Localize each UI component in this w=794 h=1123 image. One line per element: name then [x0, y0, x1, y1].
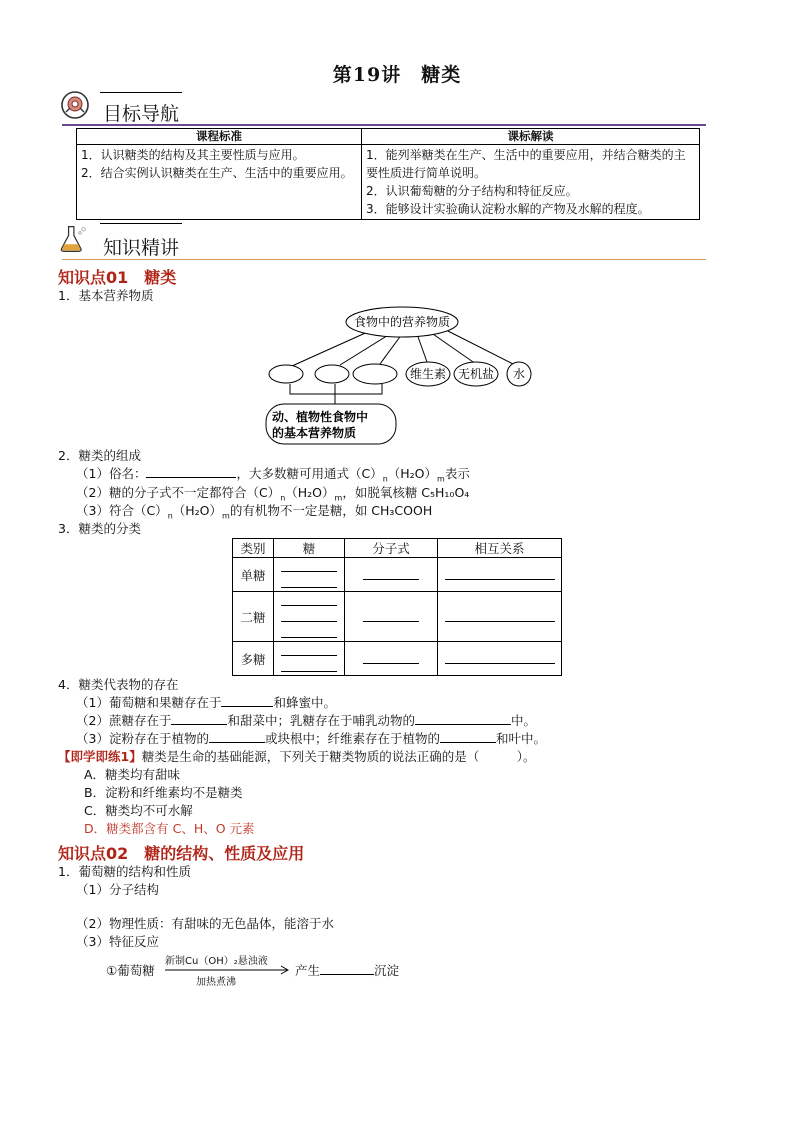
brain-gear-icon [60, 90, 90, 120]
table-header: 分子式 [345, 539, 438, 558]
heading: 1．基本营养物质 [58, 288, 154, 303]
goals-col1-header: 课程标准 [77, 129, 362, 145]
text-line: （2）蔗糖存在于 和甜菜中；乳糖存在于哺乳动物的 中。 [76, 713, 536, 728]
goals-col2-header: 课标解读 [362, 129, 700, 145]
diagram-bottom-line1: 动、植物性食物中 [272, 410, 369, 424]
text-line: （1）俗名： ，大多数糖可用通式$(C)_n(H_2O)_m$表示 [76, 466, 470, 484]
text-line: （3）淀粉存在于植物的 或块根中；纤维素存在于植物的 和叶中。 [76, 731, 546, 746]
blank-node [315, 365, 349, 383]
text-line: （2）物理性质：有甜味的无色晶体，能溶于水 [76, 916, 334, 931]
goals-col2-cell [362, 145, 700, 220]
text-line: （1）分子结构 [76, 882, 159, 897]
section-divider [62, 124, 706, 126]
text-line: （2）糖的分子式不一定都符合$(C)_n(H_2O)_m$，如脱氧核糖 C₅H₁₀O₄ [76, 485, 470, 503]
goal-item: 2．结合实例认识糖类在生产、生活中的重要应用。 [81, 166, 353, 180]
blank-node [269, 365, 303, 383]
page-title: 第19讲 糖类 [332, 64, 462, 86]
practice-question: 【即学即练1】糖类是生命的基础能源，下列关于糖类物质的说法正确的是（ ）。 [58, 749, 536, 764]
heading: 2．糖类的组成 [58, 448, 141, 463]
table-header: 糖 [274, 539, 345, 558]
section-divider [62, 259, 706, 260]
option-b: B．淀粉和纤维素均不是糖类 [84, 785, 243, 800]
table-row: 二糖 [233, 592, 562, 642]
table-row: 多糖 [233, 642, 562, 676]
text-line: （3）特征反应 [76, 934, 159, 949]
table-row: 单糖 [233, 558, 562, 592]
section-title-goals: 目标导航 [103, 103, 180, 125]
option-d-answer: D．糖类都含有 C、H、O 元素 [84, 821, 255, 836]
goals-table [76, 128, 700, 220]
section-top-rule [100, 92, 182, 93]
flask-icon [58, 224, 88, 254]
reaction-product: 产生 沉淀 [295, 963, 400, 978]
blank-node [353, 364, 397, 384]
diagram-bottom-line2: 的基本营养物质 [272, 426, 357, 440]
diagram-top-label: 食物中的营养物质 [353, 315, 451, 329]
reaction-condition: 加热煮沸 [196, 977, 236, 988]
section-title-knowledge: 知识精讲 [103, 237, 180, 259]
heading: 3．糖类的分类 [58, 521, 141, 536]
goal-item: 1．能列举糖类在生产、生活中的重要应用，并结合糖类的主要性质进行简单说明。 [366, 148, 686, 180]
table-header: 类别 [233, 539, 274, 558]
text-line: （1）葡萄糖和果糖存在于 和蜂蜜中。 [76, 695, 336, 710]
practice-tag: 【即学即练1】 [58, 749, 142, 764]
option-c: C．糖类均不可水解 [84, 803, 193, 818]
knowledge-point-title: 知识点02 糖的结构、性质及应用 [58, 844, 305, 863]
section-top-rule [100, 223, 182, 224]
diagram-water: 水 [512, 367, 526, 381]
heading: 1．葡萄糖的结构和性质 [58, 864, 191, 879]
goal-item: 1．认识糖类的结构及其主要性质与应用。 [81, 148, 305, 162]
goal-item: 3．能够设计实验确认淀粉水解的产物及水解的程度。 [366, 202, 650, 216]
heading: 4．糖类代表物的存在 [58, 677, 179, 692]
text-line: （3）符合$(C)_n(H_2O)_m$的有机物不一定是糖，如 CH₃COOH [76, 503, 433, 521]
diagram-minerals: 无机盐 [457, 367, 495, 381]
goal-item: 2．认识葡萄糖的分子结构和特征反应。 [366, 184, 578, 198]
reaction-reagent: 新制Cu（OH）₂悬浊液 [165, 956, 268, 967]
option-a: A．糖类均有甜味 [84, 767, 181, 782]
nutrients-diagram [262, 304, 542, 446]
sugar-classification-table [232, 538, 562, 676]
table-header: 相互关系 [438, 539, 562, 558]
reaction-reactant: ①葡萄糖 [106, 963, 155, 978]
goals-col1-cell [77, 145, 362, 220]
diagram-vitamins: 维生素 [409, 367, 447, 381]
knowledge-point-title: 知识点01 糖类 [58, 268, 177, 287]
